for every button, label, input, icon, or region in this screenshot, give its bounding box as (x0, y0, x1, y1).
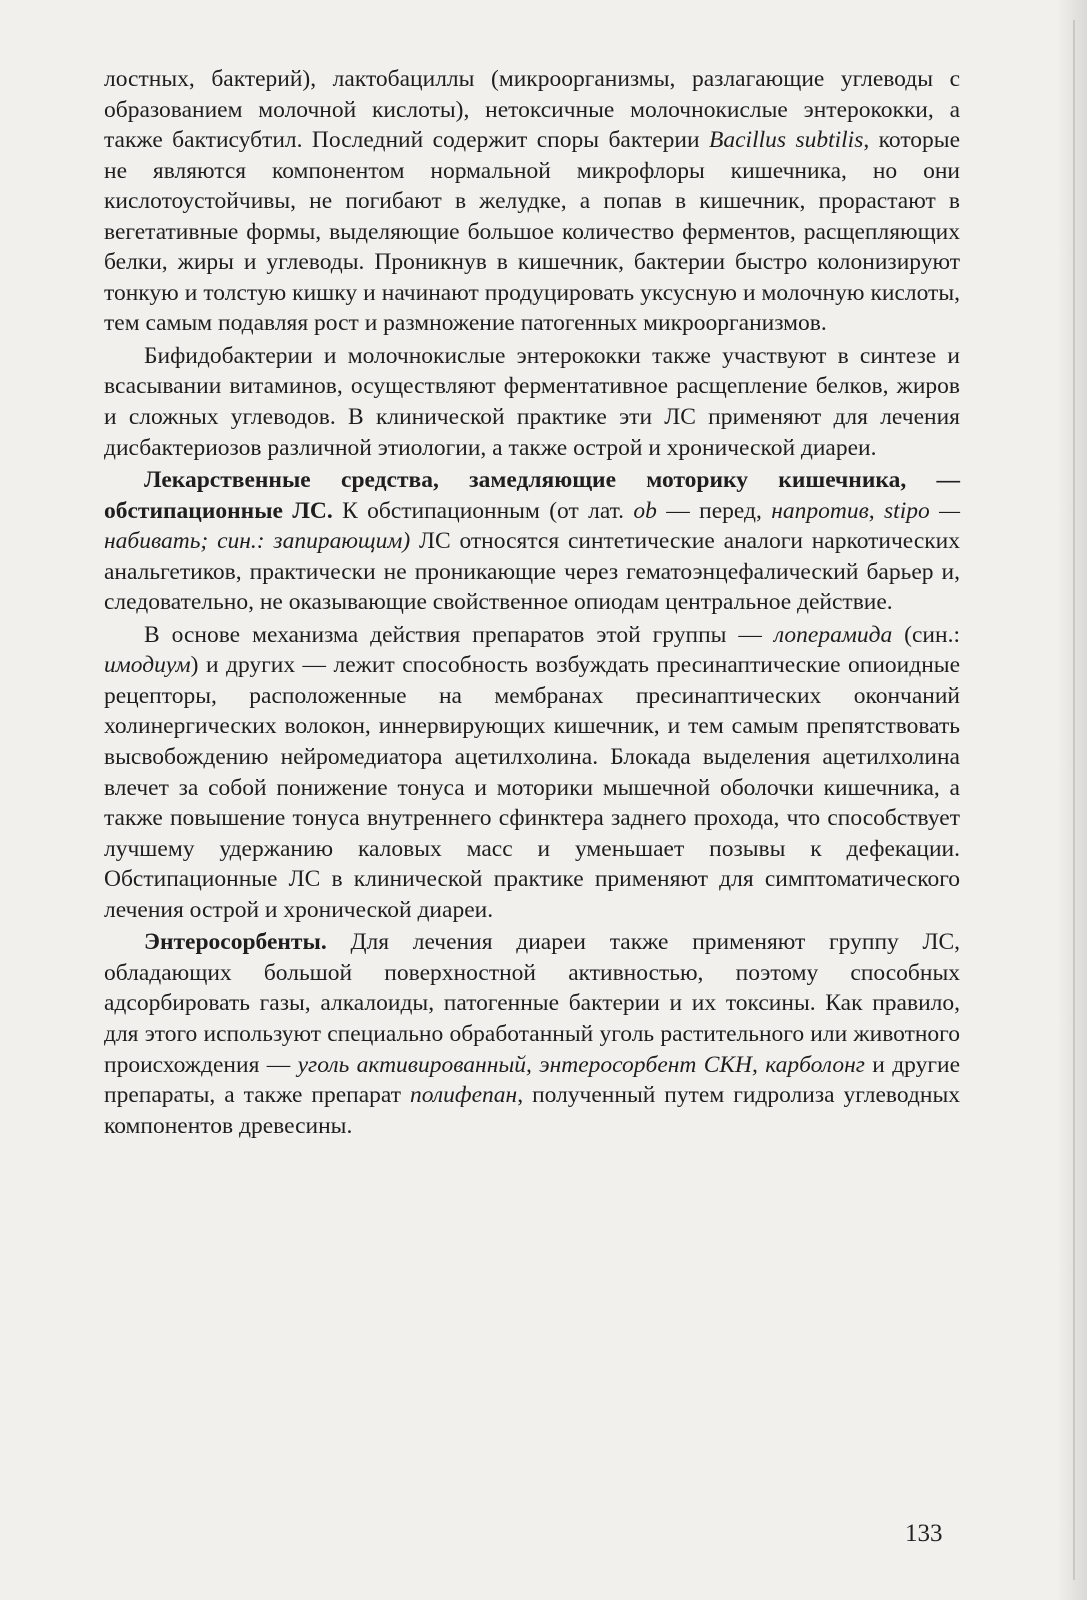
italic-term: имодиум (104, 652, 191, 679)
text-run: К обстипационным (от лат. (332, 497, 634, 524)
text-run: лостных, бактерий), лактобациллы (микроорганизмы, разлагающие углеводы с образованием молочной кислоты), нетоксичные молочнокислые энтерококки, а также бактисубтил. Последний содержит споры бактерии (104, 66, 960, 154)
text-run: ) и других — лежит способность возбуждать пресинаптические опиоидные рецепторы, расположенные на мембранах пресинаптических окончаний холинергических волокон, иннервирующих кишечник, и тем самым препятствовать высвобождению нейромедиатора ацетилхолина. Блокада выделения ацетилхолина влечет за собой понижение тонуса и моторики мышечной оболочки кишечника, а также повышение тонуса внутреннего сфинктера заднего прохода, что способствует лучшему удержанию каловых масс и уменьшает позывы к дефекации. Обстипационные ЛС в клинической практике применяют для симптоматического лечения острой и хронической диареи. (104, 652, 960, 923)
bold-heading: Энтеросорбенты. (144, 929, 327, 956)
text-run: Для лечения диареи также применяют группу ЛС, обладающих большой поверхностной активностью, поэтому способных адсорбировать газы, алкалоиды, патогенные бактерии и их токсины. Как правило, для этого используют специально обработанный уголь растительного или животного происхождения — (104, 929, 960, 1078)
text-run: В основе механизма действия препаратов этой группы — (144, 621, 774, 648)
scan-edge-shadow (1057, 0, 1087, 1600)
text-run: — перед, (656, 497, 772, 524)
text-run: ЛС относятся синтетические аналоги наркотических анальгетиков, практически не проникающие через гематоэнцефалический барьер и, следовательно, не оказывающие свойственное опиодам центральное действие. (104, 528, 960, 616)
bold-heading: Лекарственные средства, замедляющие моторику кишечника, — обстипационные ЛС. (104, 467, 960, 524)
italic-term: Bacillus subtilis (709, 127, 864, 154)
text-run: , которые не являются компонентом нормальной микрофлоры кишечника, но они кислотоустойчивы, не погибают в желудке, а попав в кишечник, прорастают в вегетативные формы, выделяющие большое количество ферментов, расщепляющих белки, жиры и углеводы. Проникнув в кишечник, бактерии быстро колонизируют тонкую и толстую кишку и начинают продуцировать уксусную и молочную кислоты, тем самым подавляя рост и размножение патогенных микроорганизмов. (104, 127, 961, 337)
paragraph-probiotics (104, 64, 960, 339)
paragraph-obstipation-drugs (104, 465, 960, 618)
italic-term: напротив, stipo — набивать; син.: запирающим) (104, 497, 960, 555)
scan-edge-line (1073, 20, 1075, 1580)
text-run: , полученный путем гидролиза углеводных компонентов древесины. (104, 1082, 960, 1139)
text-run: и другие препараты, а также препарат (104, 1051, 960, 1109)
italic-term: полифепан (410, 1082, 518, 1109)
paragraph-loperamide-mechanism (104, 620, 960, 925)
paragraph-bifidobacteria (104, 341, 960, 463)
text-run: (син.: (892, 621, 960, 648)
italic-term: уголь активированный, энтеросорбент СКН, карболонг (297, 1051, 865, 1078)
italic-term: лоперамида (773, 621, 893, 648)
italic-term: ob (633, 497, 657, 524)
page-number: 133 (905, 1520, 943, 1547)
paragraph-enterosorbents (104, 927, 960, 1141)
text-run: Бифидобактерии и молочнокислые энтерококки также участвуют в синтезе и всасывании витаминов, осуществляют ферментативное расщепление белков, жиров и сложных углеводов. В клинической практике эти ЛС применяют для лечения дисбактериозов различной этиологии, а также острой и хронической диареи. (104, 342, 960, 461)
book-page-text (104, 64, 960, 1143)
